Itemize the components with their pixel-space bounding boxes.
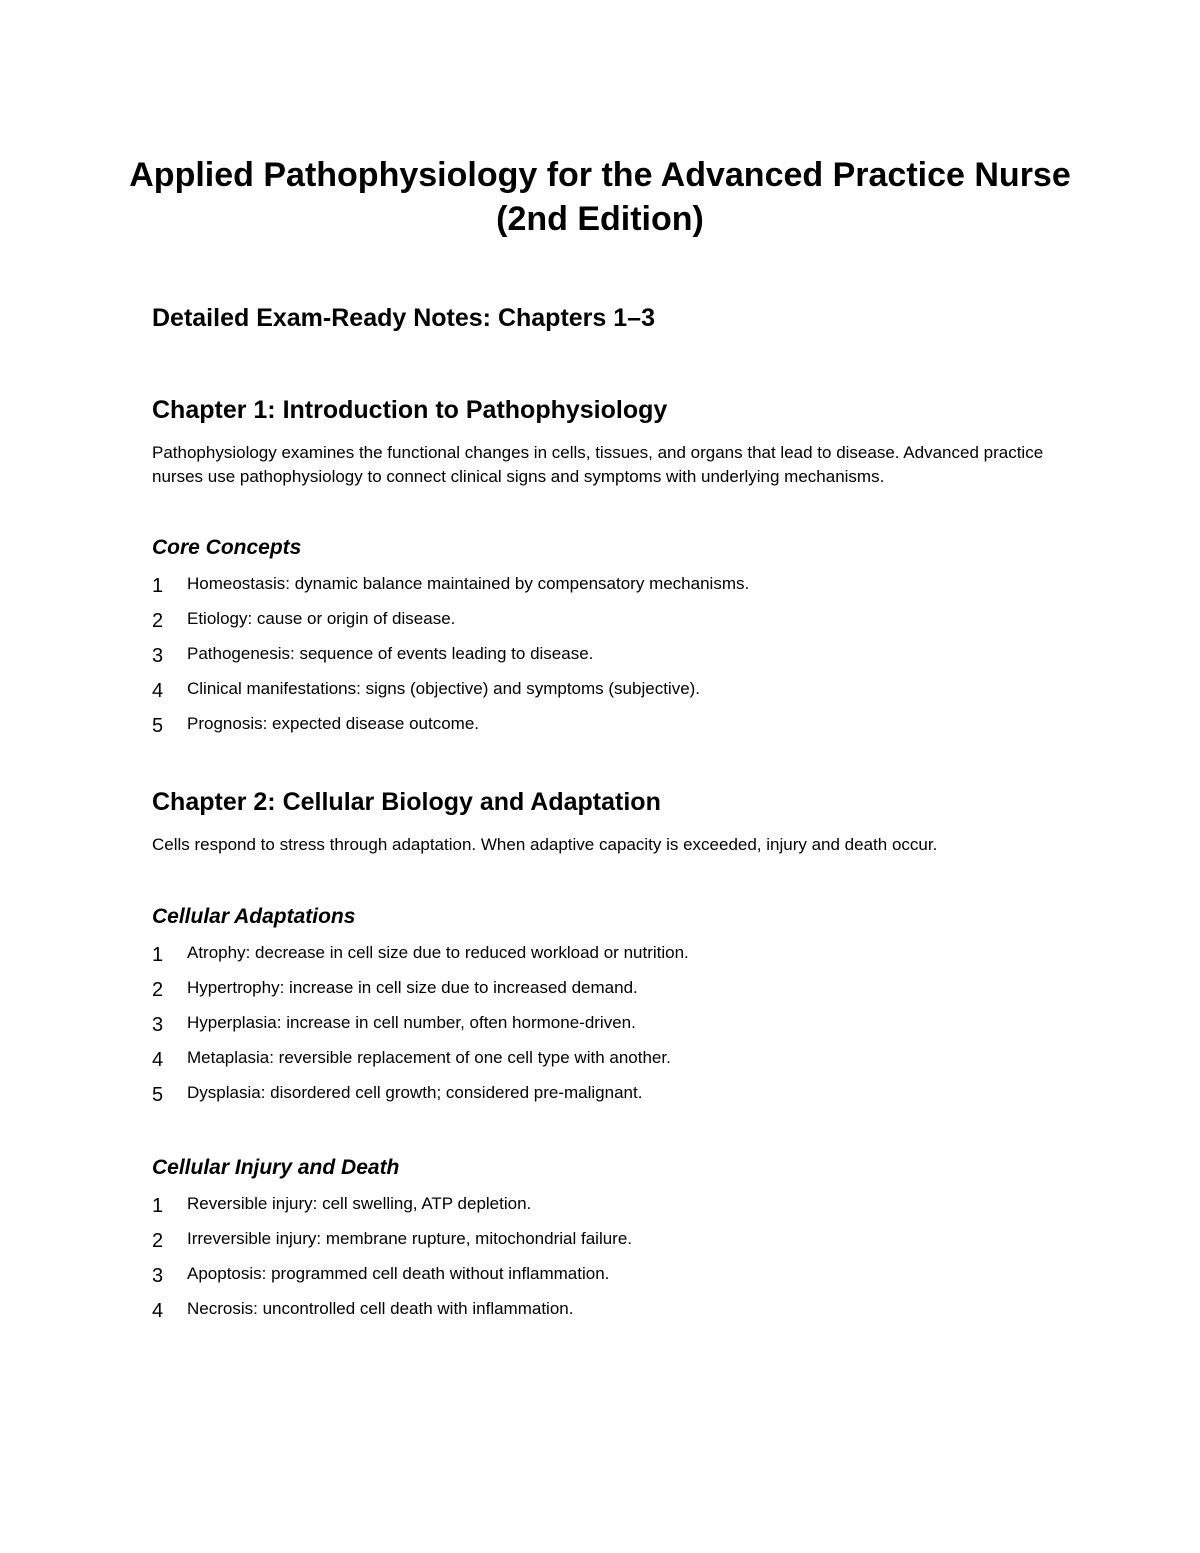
list-item-text: Homeostasis: dynamic balance maintained by compensatory mechanisms. bbox=[187, 574, 750, 593]
list-item-text: Hyperplasia: increase in cell number, often hormone-driven. bbox=[187, 1013, 636, 1032]
list-item-number: 4 bbox=[152, 1300, 164, 1322]
list-item-text: Pathogenesis: sequence of events leading to disease. bbox=[187, 644, 594, 663]
list-item-number: 2 bbox=[152, 979, 164, 1001]
list-item bbox=[152, 711, 1052, 746]
list-item-text: Etiology: cause or origin of disease. bbox=[187, 609, 456, 628]
list-item bbox=[152, 1226, 1052, 1261]
list-item bbox=[152, 676, 1052, 711]
list-item-number: 3 bbox=[152, 645, 164, 667]
list-item-number: 4 bbox=[152, 680, 164, 702]
list-item bbox=[152, 1261, 1052, 1296]
list-item bbox=[152, 1080, 1052, 1115]
list-item bbox=[152, 1010, 1052, 1045]
list-item-number: 5 bbox=[152, 1084, 164, 1106]
list-item-number: 3 bbox=[152, 1014, 164, 1036]
list-item-number: 1 bbox=[152, 1195, 164, 1217]
chapter-1-section bbox=[152, 392, 1052, 488]
cellular-adaptations-section bbox=[152, 902, 1052, 1115]
chapter-1-heading: Chapter 1: Introduction to Pathophysiology bbox=[152, 396, 668, 424]
list-item-number: 2 bbox=[152, 1230, 164, 1252]
list-item-text: Apoptosis: programmed cell death without inflammation. bbox=[187, 1264, 610, 1283]
chapter-2-section bbox=[152, 784, 1052, 857]
list-item-number: 1 bbox=[152, 575, 164, 597]
list-item bbox=[152, 940, 1052, 975]
list-item-text: Reversible injury: cell swelling, ATP depletion. bbox=[187, 1194, 532, 1213]
core-concepts-section bbox=[152, 533, 1052, 746]
list-item-number: 2 bbox=[152, 610, 164, 632]
chapter-2-intro: Cells respond to stress through adaptation. When adaptive capacity is exceeded, injury and death occur. bbox=[152, 835, 938, 854]
list-item bbox=[152, 1296, 1052, 1331]
cellular-injury-heading: Cellular Injury and Death bbox=[152, 1156, 400, 1179]
list-item-number: 4 bbox=[152, 1049, 164, 1071]
cellular-adaptations-list bbox=[152, 940, 1052, 1115]
list-item bbox=[152, 975, 1052, 1010]
document-title: Applied Pathophysiology for the Advanced Practice Nurse (2nd Edition) bbox=[129, 156, 1071, 238]
core-concepts-list bbox=[152, 571, 1052, 746]
cellular-injury-list bbox=[152, 1191, 1052, 1331]
chapter-2-heading: Chapter 2: Cellular Biology and Adaptation bbox=[152, 788, 661, 816]
list-item bbox=[152, 571, 1052, 606]
cellular-injury-section bbox=[152, 1153, 1052, 1331]
list-item-text: Metaplasia: reversible replacement of one cell type with another. bbox=[187, 1048, 671, 1067]
list-item-number: 1 bbox=[152, 944, 164, 966]
list-item bbox=[152, 641, 1052, 676]
list-item-text: Hypertrophy: increase in cell size due to increased demand. bbox=[187, 978, 638, 997]
list-item-number: 3 bbox=[152, 1265, 164, 1287]
list-item bbox=[152, 606, 1052, 641]
document-subtitle: Detailed Exam-Ready Notes: Chapters 1–3 bbox=[152, 304, 655, 332]
list-item-text: Dysplasia: disordered cell growth; considered pre-malignant. bbox=[187, 1083, 643, 1102]
list-item bbox=[152, 1045, 1052, 1080]
list-item-number: 5 bbox=[152, 715, 164, 737]
list-item bbox=[152, 1191, 1052, 1226]
list-item-text: Irreversible injury: membrane rupture, mitochondrial failure. bbox=[187, 1229, 633, 1248]
chapter-1-intro: Pathophysiology examines the functional changes in cells, tissues, and organs that lead to disease. Advanced practice nurses use pathophysiology to connect clinical signs and symptoms with underlying mechanisms. bbox=[152, 443, 1044, 486]
list-item-text: Necrosis: uncontrolled cell death with inflammation. bbox=[187, 1299, 574, 1318]
list-item-text: Atrophy: decrease in cell size due to reduced workload or nutrition. bbox=[187, 943, 689, 962]
cellular-adaptations-heading: Cellular Adaptations bbox=[152, 905, 356, 928]
list-item-text: Prognosis: expected disease outcome. bbox=[187, 714, 480, 733]
core-concepts-heading: Core Concepts bbox=[152, 536, 302, 559]
list-item-text: Clinical manifestations: signs (objective) and symptoms (subjective). bbox=[187, 679, 701, 698]
